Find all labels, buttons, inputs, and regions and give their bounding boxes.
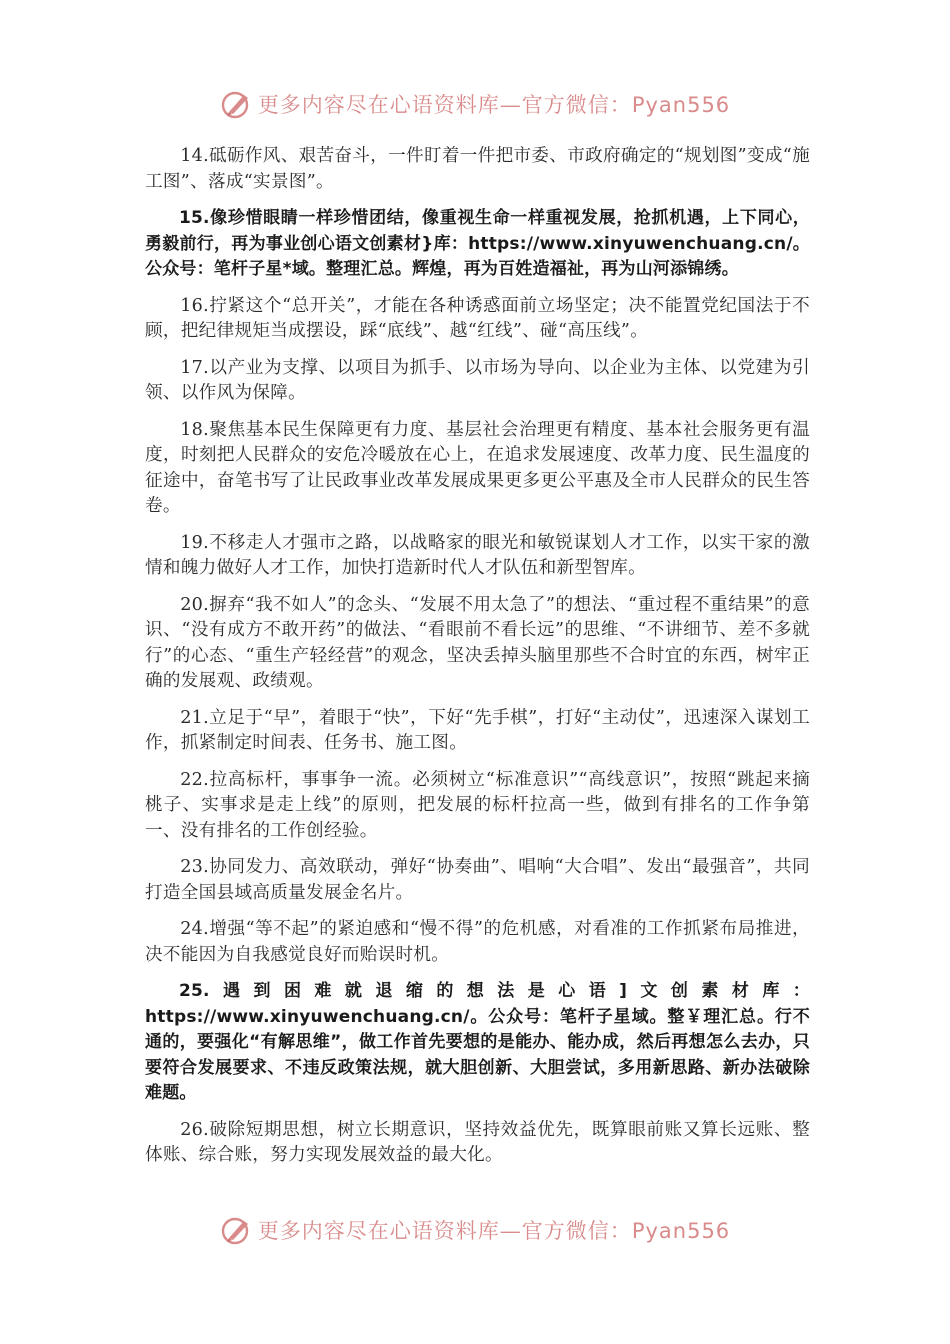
paragraph-23: 23.协同发力、高效联动，弹好“协奏曲”、唱响“大合唱”、发出“最强音”，共同打造全国县域高质量发展金名片。	[145, 857, 810, 903]
paragraph-16: 16.拧紧这个“总开关”，才能在各种诱惑面前立场坚定；决不能置党纪国法于不顾，把纪律规矩当成摆设，踩“底线”、越“红线”、碰“高压线”。	[145, 295, 810, 341]
paragraph-26: 26.破除短期思想，树立长期意识，坚持效益优先，既算眼前账又算长远账、整体账、综合账，努力实现发展效益的最大化。	[145, 1119, 810, 1165]
paragraph-15: 15.像珍惜眼睛一样珍惜团结，像重视生命一样重视发展，抢抓机遇，上下同心，勇毅前行，再为事业创心语文创素材}库：https://www.xinyuwenchuang.cn/。公众号：笔杆子星*域。整理汇总。辉煌，再为百姓造福祉，再为山河添锦绣。	[145, 208, 810, 279]
pen-logo-icon	[220, 87, 254, 121]
paragraph-20: 20.摒弃“我不如人”的念头、“发展不用太急了”的想法、“重过程不重结果”的意识、“没有成方不敢开药”的做法、“看眼前不看长远”的思维、“不讲细节、差不多就行”的心态、“重生产轻经营”的观念，坚决丢掉头脑里那些不合时宜的东西，树牢正确的发展观、政绩观。	[145, 594, 810, 691]
header-banner-main: 更多内容尽在心语资料库—官方微信：	[257, 93, 632, 117]
paragraph-18: 18.聚焦基本民生保障更有力度、基层社会治理更有精度、基本社会服务更有温度，时刻把人民群众的安危冷暖放在心上，在追求发展速度、改革力度、民生温度的征途中，奋笔书写了让民政事业改革发展成果更多更公平惠及全市人民群众的民生答卷。	[145, 419, 810, 516]
paragraph-19: 19.不移走人才强市之路，以战略家的眼光和敏锐谋划人才工作，以实干家的激情和魄力做好人才工作，加快打造新时代人才队伍和新型智库。	[145, 532, 810, 578]
paragraph-22: 22.拉高标杆，事事争一流。必须树立“标准意识”“高线意识”，按照“跳起来摘桃子、实事求是走上线”的原则，把发展的标杆拉高一些，做到有排名的工作争第一、没有排名的工作创经验。	[145, 769, 810, 841]
footer-banner-text	[258, 1215, 730, 1245]
paragraph-25: 25.遇到困难就退缩的想法是心语]文创素材库：https://www.xinyuwenchuang.cn/。公众号：笔杆子星域。整￥理汇总。行不通的，要强化“有解思维”，做工作首先要想的是能办、能办成，然后再想怎么去办，只要符合发展要求、不违反政策法规，就大胆创新、大胆尝试，多用新思路、新办法破除难题。	[145, 981, 810, 1103]
paragraph-24: 24.增强“等不起”的紧迫感和“慢不得”的危机感，对看准的工作抓紧布局推进，决不能因为自我感觉良好而贻误时机。	[145, 919, 810, 965]
header-banner-text	[258, 89, 730, 119]
paragraph-21: 21.立足于“早”，着眼于“快”，下好“先手棋”，打好“主动仗”，迅速深入谋划工作，抓紧制定时间表、任务书、施工图。	[145, 707, 810, 753]
paragraph-17: 17.以产业为支撑、以项目为抓手、以市场为导向、以企业为主体、以党建为引领、以作风为保障。	[145, 357, 810, 403]
header-banner	[0, 84, 950, 124]
paragraph-14: 14.砥砺作风、艰苦奋斗，一件盯着一件把市委、市政府确定的“规划图”变成“施工图”、落成“实景图”。	[145, 146, 810, 192]
header-banner-handle: Pyan556	[631, 93, 731, 117]
document-body	[145, 144, 810, 1180]
footer-banner-main: 更多内容尽在心语资料库—官方微信：	[257, 1219, 632, 1243]
footer-banner	[0, 1210, 950, 1250]
pen-logo-icon	[220, 1213, 254, 1247]
footer-banner-handle: Pyan556	[631, 1219, 731, 1243]
